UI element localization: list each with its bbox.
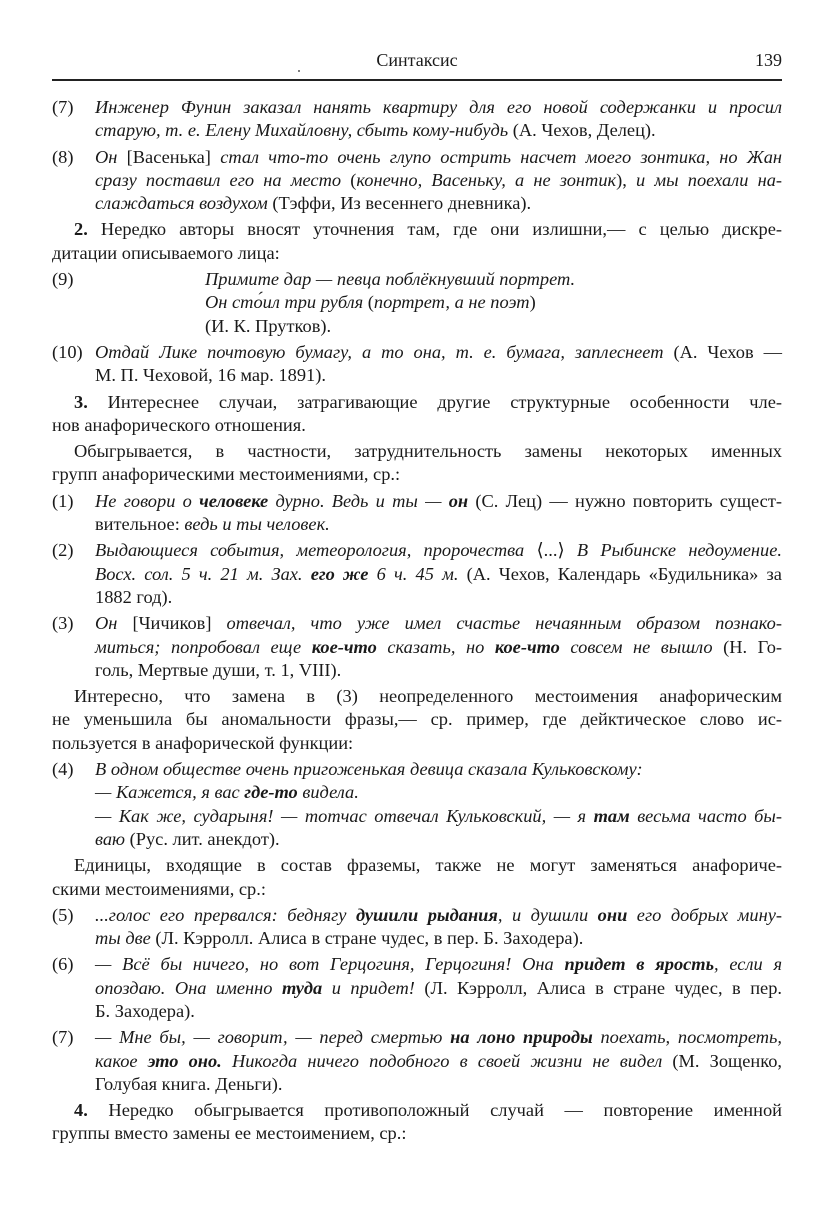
body-text: Единицы, входящие в состав фраземы, также не могут заменяться анафориче- xyxy=(74,855,782,876)
example xyxy=(52,953,782,1023)
text-line xyxy=(95,539,782,562)
quoted-example-text: ты две xyxy=(95,928,151,949)
quoted-example-text: Он xyxy=(95,146,127,167)
text-line xyxy=(95,490,782,513)
section-number: 3. xyxy=(74,391,88,412)
quoted-example-text: Он xyxy=(95,613,133,634)
body-text: (Л. Кэрролл. Алиса в стране чудес, в пер. Б. Заходера). xyxy=(150,928,584,949)
text-line xyxy=(95,781,782,804)
quoted-example-text: сказать, но xyxy=(376,636,495,657)
text-line xyxy=(95,904,782,927)
body-text: Нередко обыгрывается противоположный случай — повторение именной xyxy=(87,1100,782,1121)
text-line xyxy=(95,659,782,682)
text-line xyxy=(95,758,782,781)
text-line xyxy=(52,708,782,731)
emphasized-text: это оно. xyxy=(147,1050,222,1071)
quoted-example-text: Выдающиеся события, метеорология, пророчества xyxy=(95,540,537,561)
quoted-example-text: Восх. сол. 5 ч. 21 м. Зах. xyxy=(95,563,311,584)
header-rule xyxy=(52,79,782,81)
text-line xyxy=(95,612,782,635)
body-text: (С. Лец) — нужно повторить сущест- xyxy=(468,490,782,511)
body-text: скими местоимениями, ср.: xyxy=(52,878,266,899)
paragraph xyxy=(52,685,782,755)
example-number: (7) xyxy=(52,97,74,117)
body-text: Интереснее случаи, затрагивающие другие структурные особенности чле- xyxy=(87,391,782,412)
quoted-example-text: какое xyxy=(95,1050,148,1071)
text-line xyxy=(52,1099,782,1122)
section-number: 2. xyxy=(74,219,88,240)
body-text: (И. К. Прутков). xyxy=(205,315,332,336)
text-line xyxy=(95,805,782,828)
emphasized-text: туда xyxy=(281,977,323,998)
body-text: ( xyxy=(350,169,357,190)
quoted-example-text: Инженер Фунин заказал нанять квартиру для его новой содержанки и просил xyxy=(95,97,782,117)
body-text: Б. Заходера). xyxy=(95,1000,195,1021)
text-line xyxy=(95,169,782,192)
body-text: ⟨...⟩ xyxy=(536,540,565,561)
text-line xyxy=(205,291,782,314)
emphasized-text: человеке xyxy=(199,490,269,511)
body-text: (Тэффи, Из весеннего дневника). xyxy=(267,193,532,214)
quoted-example-text: В одном обществе очень пригоженькая девица сказала Кульковскому: xyxy=(95,759,643,780)
emphasized-text: придет в ярость xyxy=(564,954,715,975)
text-line xyxy=(95,1026,782,1049)
body-text: групп анафорическими местоимениями, ср.: xyxy=(52,464,401,485)
paragraph xyxy=(52,440,782,487)
text-line xyxy=(52,1122,782,1145)
quoted-example-text: его добрых мину- xyxy=(627,904,782,925)
quoted-example-text: , если я xyxy=(714,954,783,975)
text-line xyxy=(95,96,782,119)
example-number: (2) xyxy=(52,540,74,561)
quoted-example-text: — Как же, сударыня! — тотчас отвечал Кульковский, — я xyxy=(95,805,594,826)
emphasized-text: кое-что xyxy=(311,636,377,657)
example xyxy=(52,1026,782,1096)
text-line xyxy=(95,563,782,586)
body-text: [Чичиков] xyxy=(132,613,227,634)
body-text: ), xyxy=(616,169,637,190)
body-text: (А. Чехов, Делец). xyxy=(508,120,656,141)
body-text: (Н. Го- xyxy=(712,636,783,657)
text-line xyxy=(52,242,782,265)
example xyxy=(52,146,782,216)
body-text: голь, Мертвые души, т. 1, VIII). xyxy=(95,659,342,680)
emphasized-text: кое-что xyxy=(494,636,560,657)
example-number: (10) xyxy=(52,341,83,362)
quoted-example-text: видела. xyxy=(297,782,359,803)
body-text: М. П. Чеховой, 16 мар. 1891). xyxy=(95,365,326,386)
quoted-example-text: совсем не вышло xyxy=(559,636,713,657)
quoted-example-text: ваю xyxy=(95,828,126,849)
running-title: Синтаксис xyxy=(376,50,458,70)
body-text: (М. Зощенко, xyxy=(662,1050,782,1071)
text-line xyxy=(95,513,782,536)
example xyxy=(52,539,782,609)
body-text: (А. Чехов — xyxy=(663,341,783,362)
quoted-example-text: отвечал, что уже имел счастье нечаянным образом познако- xyxy=(226,613,782,634)
quoted-example-text: стал что-то очень глупо острить насчет моего зонтика, но Жан xyxy=(220,146,783,167)
text-line xyxy=(52,685,782,708)
text-line xyxy=(95,977,782,1000)
paragraph xyxy=(52,1099,782,1146)
text-line xyxy=(95,927,782,950)
body-text: ( xyxy=(367,292,374,313)
text-line xyxy=(95,828,782,851)
emphasized-text: его же xyxy=(310,563,369,584)
quoted-example-text: — Кажется, я вас xyxy=(95,782,245,803)
quoted-example-text: конечно, Васеньку, а не зонтик xyxy=(356,169,617,190)
quoted-example-text: и мы поехали на- xyxy=(636,169,783,190)
example-number: (5) xyxy=(52,904,74,925)
paragraph xyxy=(52,854,782,901)
quoted-example-text: ведь и ты человек. xyxy=(184,514,330,535)
scan-speck xyxy=(298,70,300,72)
quoted-example-text: и придет! xyxy=(322,977,415,998)
emphasized-text: он xyxy=(448,490,469,511)
quoted-example-text: 6 ч. 45 м. xyxy=(368,563,459,584)
body-text: не уменьшила бы аномальности фразы,— ср. пример, где дейктическое слово ис- xyxy=(52,709,782,730)
quoted-example-text: поехать, посмотреть, xyxy=(592,1027,782,1048)
body-text: пользуется в анафорической функции: xyxy=(52,732,354,753)
quoted-example-text: В Рыбинске недоумение. xyxy=(564,540,782,561)
text-line xyxy=(95,119,782,142)
paragraph xyxy=(52,391,782,438)
text-line xyxy=(52,878,782,901)
text-line xyxy=(52,391,782,414)
text-line xyxy=(95,586,782,609)
text-line xyxy=(95,364,782,387)
body-text: Нередко авторы вносят уточнения там, где они излишни,— с целью дискре- xyxy=(87,219,782,240)
quoted-example-text: слаждаться воздухом xyxy=(95,193,268,214)
quoted-example-text: Никогда ничего подобного в своей жизни не видел xyxy=(221,1050,663,1071)
quoted-example-text: сразу поставил его на место xyxy=(95,169,351,190)
body-text: Голубая книга. Деньги). xyxy=(95,1073,283,1094)
body-text: (Л. Кэрролл, Алиса в стране чудес, в пер. xyxy=(414,977,782,998)
example-number: (3) xyxy=(52,613,74,634)
quoted-example-text: Примите дар — певца поблёкнувший портрет. xyxy=(205,269,576,290)
text-line xyxy=(95,146,782,169)
text-line xyxy=(95,1050,782,1073)
text-line xyxy=(52,854,782,877)
quoted-example-text: , и душили xyxy=(497,904,598,925)
example xyxy=(52,612,782,682)
text-line xyxy=(52,732,782,755)
body-text: ) xyxy=(529,292,536,313)
quoted-example-text: старую, т. е. Елену Михайловну, сбыть кому-нибудь xyxy=(95,120,509,141)
quoted-example-text: ...голос его прервался: беднягу xyxy=(95,904,356,925)
page-number: 139 xyxy=(755,50,782,70)
body-text: группы вместо замены ее местоимением, ср.: xyxy=(52,1123,407,1144)
quoted-example-text: портрет, а не поэт xyxy=(373,292,530,313)
paragraph xyxy=(52,218,782,265)
text-line xyxy=(95,341,782,364)
emphasized-text: на лоно природы xyxy=(450,1027,593,1048)
example-number: (1) xyxy=(52,490,74,511)
text-line xyxy=(52,463,782,486)
body-text: дитации описываемого лица: xyxy=(52,242,280,263)
emphasized-text: где-то xyxy=(244,782,298,803)
emphasized-text: душили рыдания xyxy=(355,904,498,925)
example-number: (7) xyxy=(52,1027,74,1048)
example-number: (8) xyxy=(52,146,74,167)
text-line xyxy=(205,315,782,338)
quoted-example-text: Не говори о xyxy=(95,490,200,511)
body-text: (Рус. лит. анекдот). xyxy=(125,828,280,849)
text-line xyxy=(95,953,782,976)
body-text: вительное: xyxy=(95,514,185,535)
body-text: (А. Чехов, Календарь «Будильника» за xyxy=(458,563,782,584)
quoted-example-text: миться; попробовал еще xyxy=(95,636,312,657)
quoted-example-text: — Всё бы ничего, но вот Герцогиня, Герцогиня! Она xyxy=(95,954,565,975)
text-line xyxy=(52,218,782,241)
example xyxy=(52,758,782,851)
body-text: [Васенька] xyxy=(126,146,221,167)
example xyxy=(52,490,782,537)
example-number: (9) xyxy=(52,269,74,290)
page-body xyxy=(52,93,782,1146)
text-line xyxy=(95,636,782,659)
body-text: Обыгрывается, в частности, затруднительность замены некоторых именных xyxy=(74,441,782,462)
text-line xyxy=(52,440,782,463)
text-line xyxy=(95,1073,782,1096)
quoted-example-text: дурно. Ведь и ты — xyxy=(268,490,449,511)
example xyxy=(52,96,782,143)
text-line xyxy=(52,414,782,437)
text-line xyxy=(205,268,782,291)
emphasized-text: там xyxy=(593,805,630,826)
example xyxy=(52,904,782,951)
quoted-example-text: Отдай Лике почтовую бумагу, а то она, т. е. бумага, заплеснеет xyxy=(95,341,664,362)
text-line xyxy=(95,1000,782,1023)
example xyxy=(52,268,782,338)
text-line xyxy=(95,192,782,215)
example-number: (6) xyxy=(52,954,74,975)
example-number: (4) xyxy=(52,759,74,780)
body-text: Интересно, что замена в (3) неопределенного местоимения анафорическим xyxy=(74,686,782,707)
body-text: нов анафорического отношения. xyxy=(52,414,306,435)
quoted-example-text: Он сто́ил три рубля xyxy=(205,292,368,313)
quoted-example-text: весьма часто бы- xyxy=(629,805,782,826)
example xyxy=(52,341,782,388)
body-text: 1882 год). xyxy=(95,586,173,607)
emphasized-text: они xyxy=(597,904,628,925)
quoted-example-text: — Мне бы, — говорит, — перед смертью xyxy=(95,1027,451,1048)
section-number: 4. xyxy=(74,1100,88,1121)
quoted-example-text: опоздаю. Она именно xyxy=(95,977,282,998)
running-header xyxy=(52,50,782,74)
